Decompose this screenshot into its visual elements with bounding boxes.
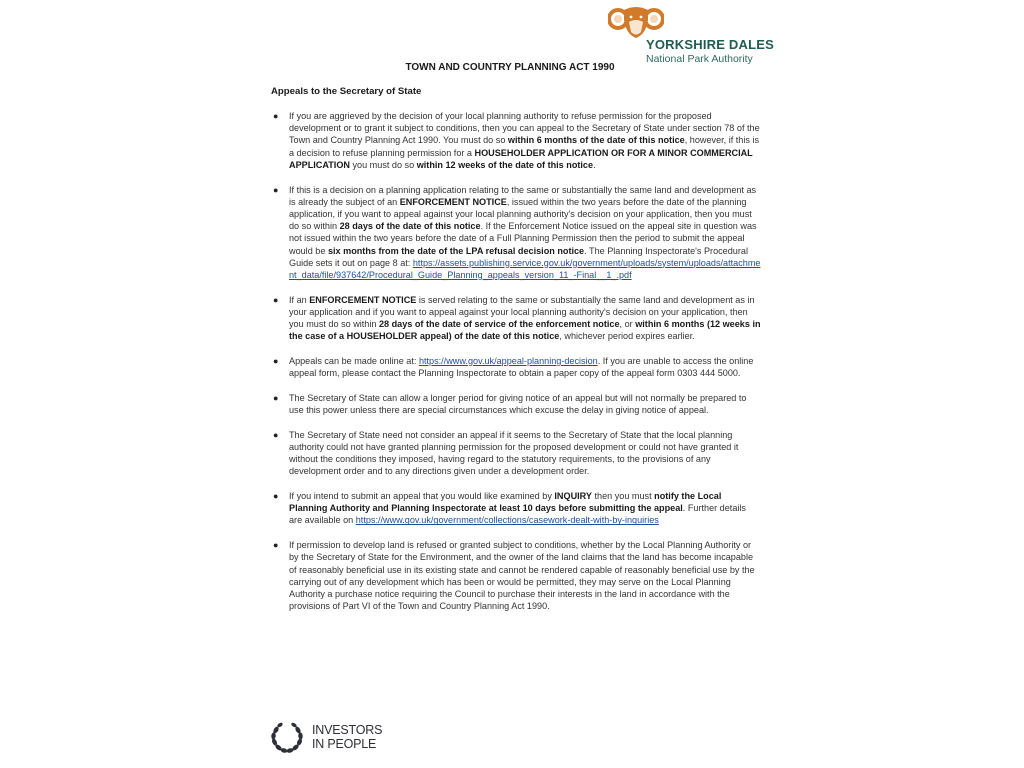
bold-text: ENFORCEMENT NOTICE (399, 196, 507, 207)
bold-text: notify the Local Planning Authority and Planning Inspectorate at least 10 days before submitting the appeal (289, 491, 722, 514)
list-item (271, 294, 761, 343)
list-item (271, 392, 761, 416)
text: you must do so (349, 159, 417, 170)
text: The Secretary of State need not consider an appeal if it seems to the Secretary of State that the local planning authority could not have granted planning permission for the proposed development or could not have granted it without the conditions they imposed, having regard to the statutory requirements, to the provisions of any development order and to any directions given under a development order. (289, 429, 739, 477)
bold-text: 28 days of the date of service of the enforcement notice (378, 319, 620, 330)
bullet-icon: ● (273, 429, 279, 440)
text: If this is a decision on a planning application relating to the same or substantially the same land and development as is already the subject of an (289, 184, 757, 207)
bullet-icon: ● (273, 540, 279, 551)
text: . If the Enforcement Notice issued on the appeal site in question was not issued within the two years before the date of a Full Planning Permission then the period to submit the appeal would be (289, 221, 757, 256)
text: then you must (591, 491, 655, 502)
text: . (593, 159, 596, 170)
text: , however, if this is a decision to refuse planning permission for a (289, 135, 760, 158)
appeal-info-list (271, 110, 761, 625)
text: If permission to develop land is refused or granted subject to conditions, whether by the Local Planning Authority or by the Secretary of State for the Environment, and the owner of the land claims that the land has become incapable of reasonably beneficial use in its existing state and cannot be rendered capable of reasonably beneficial use by the carrying out of any development which has been or would be permitted, they may serve on the Local Planning Authority a purchase notice requiring the Council to purchase their interests in the land in accordance with the provisions of Part VI of the Town and Country Planning Act 1990. (289, 540, 755, 612)
document-title-text: TOWN AND COUNTRY PLANNING ACT 1990 (405, 62, 615, 73)
bullet-icon: ● (273, 111, 279, 121)
iip-line-2: IN PEOPLE (312, 737, 377, 751)
authority-name: YORKSHIRE DALES (646, 37, 774, 52)
text: is served relating to the same or substantially the same land and development as in your application and if you want to appeal against your local planning authority's decision on your application, then you must do so within (289, 294, 755, 330)
link[interactable]: https://assets.publishing.service.gov.uk/government/uploads/system/uploads/attachment_data/file/937642/Procedural_Guide_Planning_appeals_version_11_-Final__1_.pdf (289, 257, 761, 280)
text: . Further details are available on (289, 503, 746, 526)
bullet-icon: ● (273, 294, 279, 305)
bold-text: within 6 months (12 weeks in the case of a HOUSEHOLDER appeal) of the date of this notice (289, 319, 761, 342)
iip-line-1: INVESTORS (312, 723, 383, 737)
text: Appeals can be made online at: (289, 355, 419, 366)
bold-text: 28 days of the date of this notice (339, 221, 481, 232)
bold-text: within 6 months of the date of this notice (507, 135, 685, 146)
text: , whichever period expires earlier. (559, 331, 695, 342)
text: The Secretary of State can allow a longer period for giving notice of an appeal but will not normally be prepared to use this power unless there are special circumstances which excuse the delay in giving notice of appeal. (289, 392, 747, 416)
bold-text: six months from the date of the LPA refusal decision notice (327, 245, 585, 256)
investors-in-people-text (312, 723, 382, 751)
authority-subtitle: National Park Authority (646, 53, 753, 65)
bullet-icon: ● (273, 184, 279, 195)
link[interactable]: https://www.gov.uk/government/collections/casework-dealt-with-by-inquiries (355, 515, 659, 526)
text: If you intend to submit an appeal that you would like examined by (289, 491, 555, 502)
laurel-wreath-icon (270, 720, 304, 754)
bold-text: within 12 weeks of the date of this notice (416, 159, 594, 170)
list-item (271, 184, 761, 282)
document-title (0, 62, 1024, 73)
text: If you are aggrieved by the decision of your local planning authority to refuse permission for the proposed development or to grant it subject to conditions, then you can appeal to the Secretary of State under section 78 of the Town and Country Planning Act 1990. You must do so (289, 111, 760, 146)
list-item (271, 490, 761, 527)
ram-head-icon (608, 4, 664, 40)
bold-text: ENFORCEMENT NOTICE (309, 294, 417, 305)
yorkshire-dales-logo (608, 4, 774, 65)
section-heading: Appeals to the Secretary of State (271, 86, 422, 97)
text: , or (619, 319, 636, 330)
list-item (271, 539, 761, 612)
list-item (271, 355, 761, 379)
text: . If you are unable to access the online appeal form, please contact the Planning Inspectorate to obtain a paper copy of the appeal form 0303 444 5000. (289, 355, 754, 379)
list-item (271, 429, 761, 478)
list-item (271, 110, 761, 171)
link[interactable]: https://www.gov.uk/appeal-planning-decision (418, 355, 598, 366)
text: . The Planning Inspectorate's Procedural Guide sets it out on page 8 at: (289, 245, 748, 268)
bold-text: HOUSEHOLDER APPLICATION OR FOR A MINOR COMMERCIAL APPLICATION (289, 147, 753, 170)
bold-text: INQUIRY (554, 491, 592, 502)
bullet-icon: ● (273, 355, 279, 366)
bullet-icon: ● (273, 392, 279, 403)
text: , issued within the two years before the date of the planning application, if you want to appeal against your local planning authority's decision on your application, then you must do so within (289, 196, 752, 232)
investors-in-people-logo (270, 720, 410, 756)
text: If an (289, 294, 310, 305)
bullet-icon: ● (273, 491, 279, 502)
